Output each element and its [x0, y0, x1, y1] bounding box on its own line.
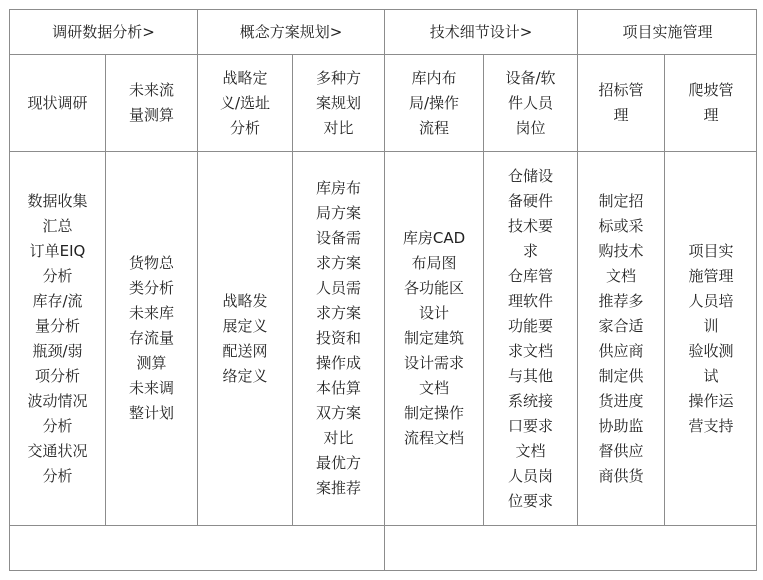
subheader-cell [385, 55, 483, 151]
phase-title: 调研数据分析> [52, 22, 155, 41]
subheader-cell [665, 55, 757, 151]
subheader-text: 库内布 局/操作 流程 [408, 68, 460, 137]
phase-header-design [385, 10, 577, 54]
phase-title: 概念方案规划> [239, 22, 343, 41]
subheader-text: 多种方 案规划 对比 [315, 68, 361, 137]
phase-header-implementation [578, 10, 757, 54]
subheader-cell [484, 55, 577, 151]
detail-text: 数据收集 汇总 订单EIQ 分析 库存/流 量分析 瓶颈/弱 项分析 波动情况 分析 交通状况 分析 [27, 191, 88, 485]
subheader-text: 设备/软 件人员 岗位 [505, 68, 556, 137]
detail-cell [385, 152, 483, 525]
phase-header-research [10, 10, 197, 54]
subheader-cell [293, 55, 384, 151]
subheader-cell [198, 55, 292, 151]
phase-header-concept [198, 10, 384, 54]
subheader-text: 现状调研 [27, 93, 88, 112]
empty-footer-cell [10, 526, 384, 570]
subheader-cell [10, 55, 105, 151]
detail-text: 仓储设 备硬件 技术要 求 仓库管 理软件 功能要 求文档 与其他 系统接 口要求 文档 人员岗 位要求 [507, 166, 553, 510]
detail-cell [484, 152, 577, 525]
empty-footer-cell [385, 526, 757, 570]
detail-cell [578, 152, 664, 525]
phase-title: 项目实施管理 [622, 22, 713, 41]
detail-cell [106, 152, 197, 525]
subheader-cell [106, 55, 197, 151]
detail-cell [198, 152, 292, 525]
detail-text: 库房CAD 布局图 各功能区 设计 制定建筑 设计需求 文档 制定操作 流程文档 [402, 229, 466, 447]
subheader-text: 爬坡管 理 [688, 81, 734, 124]
subheader-cell [578, 55, 664, 151]
detail-text: 库房布 局方案 设备需 求方案 人员需 求方案 投资和 操作成 本估算 双方案 对比 最优方 案推荐 [315, 179, 361, 497]
detail-text: 项目实 施管理 人员培 训 验收测 试 操作运 营支持 [688, 241, 734, 435]
detail-text: 战略发 展定义 配送网 络定义 [222, 291, 268, 385]
detail-cell [665, 152, 757, 525]
subheader-text: 未来流 量测算 [128, 81, 174, 124]
detail-cell [293, 152, 384, 525]
phase-title: 技术细节设计> [429, 22, 533, 41]
subheader-text: 招标管 理 [598, 81, 644, 124]
subheader-text: 战略定 义/选址 分析 [219, 68, 271, 137]
detail-cell [10, 152, 105, 525]
detail-text: 货物总 类分析 未来库 存流量 测算 未来调 整计划 [128, 254, 174, 422]
detail-text: 制定招 标或采 购技术 文档 推荐多 家合适 供应商 制定供 货进度 协助监 督供应 商供货 [598, 191, 644, 485]
